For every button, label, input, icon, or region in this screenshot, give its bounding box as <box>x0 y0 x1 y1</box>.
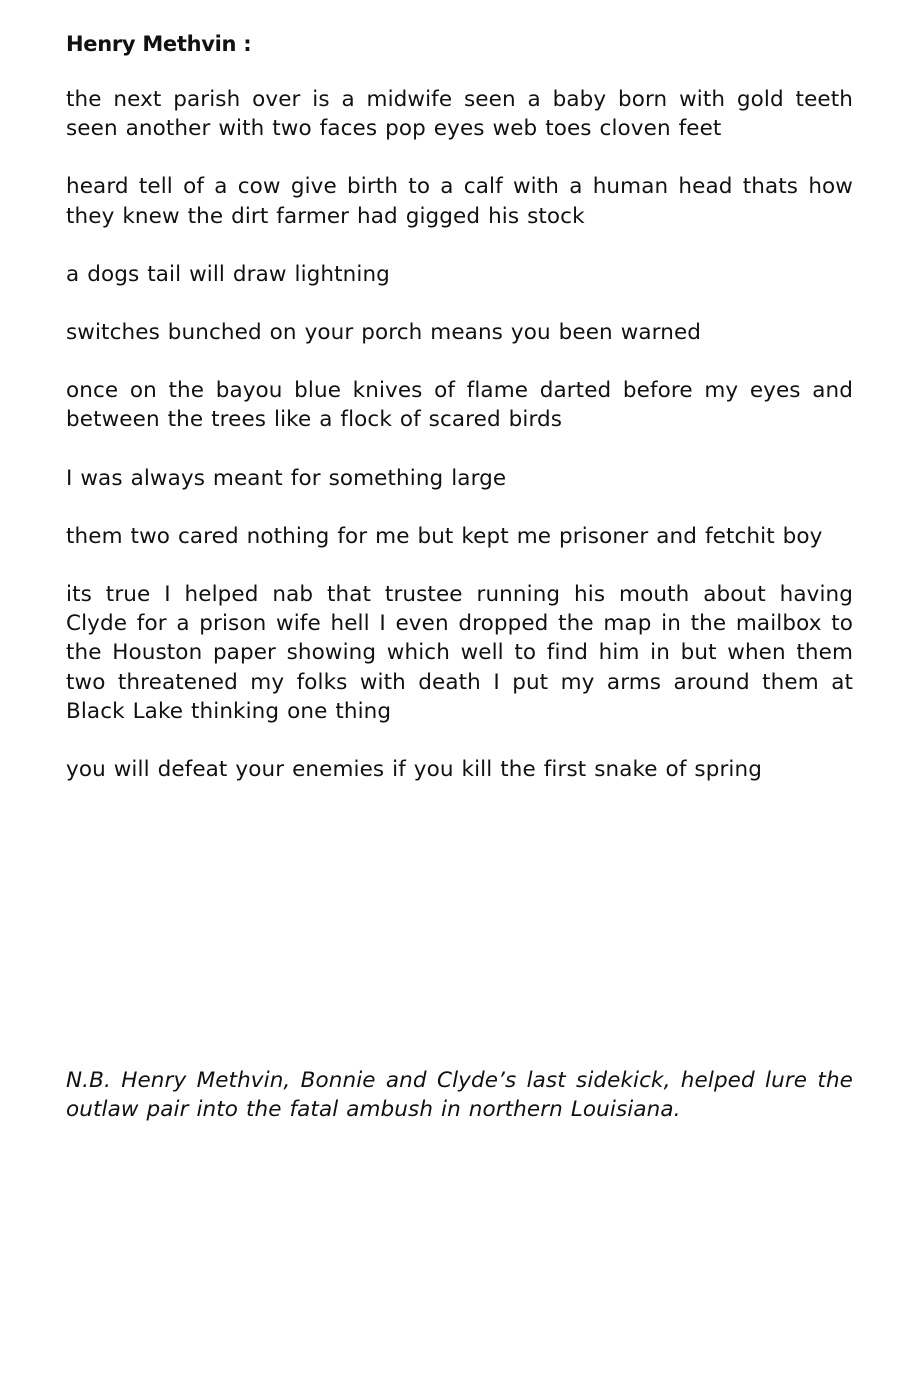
stanza: you will defeat your enemies if you kill the first snake of spring <box>66 757 762 783</box>
stanza: heard tell of a cow give birth to a calf with a human head thats how they knew the dirt farmer had gigged his stock <box>66 174 853 229</box>
stanza: them two cared nothing for me but kept me prisoner and fetchit boy <box>66 523 823 549</box>
stanza: a dogs tail will draw lightning <box>66 261 390 287</box>
stanza: the next parish over is a midwife seen a baby born with gold teeth seen another with two faces pop eyes web toes cloven feet <box>66 87 853 142</box>
poem-page <box>66 30 853 813</box>
poem-title: Henry Methvin : <box>66 32 252 56</box>
stanza: once on the bayou blue knives of flame darted before my eyes and between the trees like a flock of scared birds <box>66 378 853 433</box>
footnote: N.B. Henry Methvin, Bonnie and Clyde’s last sidekick, helped lure the outlaw pair into the fatal ambush in northern Louisiana. <box>66 1068 853 1123</box>
stanza: switches bunched on your porch means you been warned <box>66 320 702 346</box>
stanza: its true I helped nab that trustee running his mouth about having Clyde for a prison wife hell I even dropped the map in the mailbox to the Houston paper showing which well to find him in but when them two threatened my folks with death I put my arms around them at Black Lake thinking one thing <box>66 582 853 724</box>
stanza: I was always meant for something large <box>66 465 507 491</box>
